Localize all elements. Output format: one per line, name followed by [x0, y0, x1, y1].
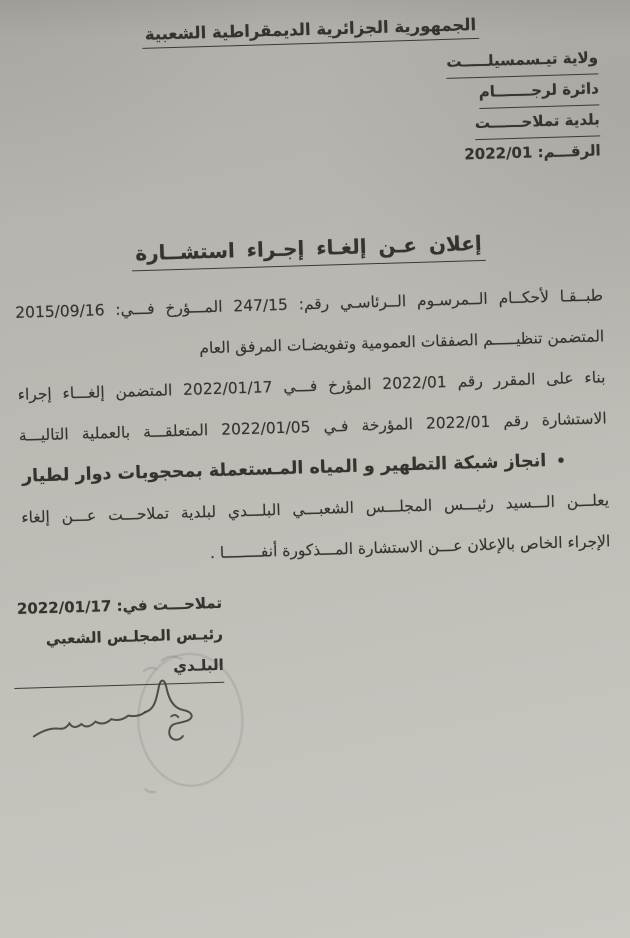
bullet-icon: •	[556, 451, 567, 470]
stamp-mark-icon	[145, 789, 154, 792]
signature-stamp	[23, 636, 309, 834]
body-line: الاستشارة رقم 2022/01 المؤرخة فـي 2022/01/05 المتعلقـــة بالعملية التاليـــة	[18, 409, 607, 445]
signature-icon	[33, 712, 146, 736]
document-title-text: إعلان عـن إلغـاء إجـراء استشــارة	[131, 231, 486, 272]
letterhead	[446, 43, 601, 168]
signature-icon	[171, 715, 178, 717]
letterhead-daira: دائرة لرجـــــــام	[447, 74, 600, 109]
signature-icon	[144, 680, 192, 741]
body-line: طبــقـا لأحكــام الــمرسـوم الــرئاسـي رقم: 247/15 المـــؤرخ فـــي: 2015/09/16	[14, 286, 604, 322]
bullet-text: انجاز شبكة التطهير و المياه المـستعملة بمحجوبات دوار لطيار	[21, 451, 547, 487]
body-line: بناء على المقرر رقم 2022/01 المؤرخ فـــي 2022/01/17 المتضمن إلغـــاء إجراء	[17, 368, 606, 404]
document-title	[0, 227, 624, 276]
republic-title-text: الجمهورية الجزائرية الديمقراطية الشعبية	[142, 15, 480, 49]
body-line: الإجراء الخاص بالإعلان عـــن الاستشارة المـــذكورة أنفــــــــا .	[209, 532, 611, 563]
body-line: المتضمن تنظيـــــم الصفقات العمومية وتفويضـات المرفق العام	[199, 327, 605, 358]
footer-place-date: تملاحـــت في: 2022/01/17	[16, 593, 223, 618]
signature-stamp-graphic	[23, 636, 309, 834]
body-paragraph	[15, 275, 611, 579]
footer-signer-title: رئيـس المجلـس الشعبي البلـدي	[12, 619, 224, 689]
letterhead-reference: الرقـــم: 2022/01	[464, 141, 601, 164]
letterhead-wilaya: ولاية تيـسمسيلـــــت	[446, 43, 599, 78]
letterhead-commune: بلدية تملاحــــــت	[448, 105, 601, 140]
body-line: يعلـــن الـــسيد رئيـــس المجلـــس الشعبـــي البلـــدي لبلدية تملاحـــت عـــن إلغاء	[21, 491, 610, 527]
